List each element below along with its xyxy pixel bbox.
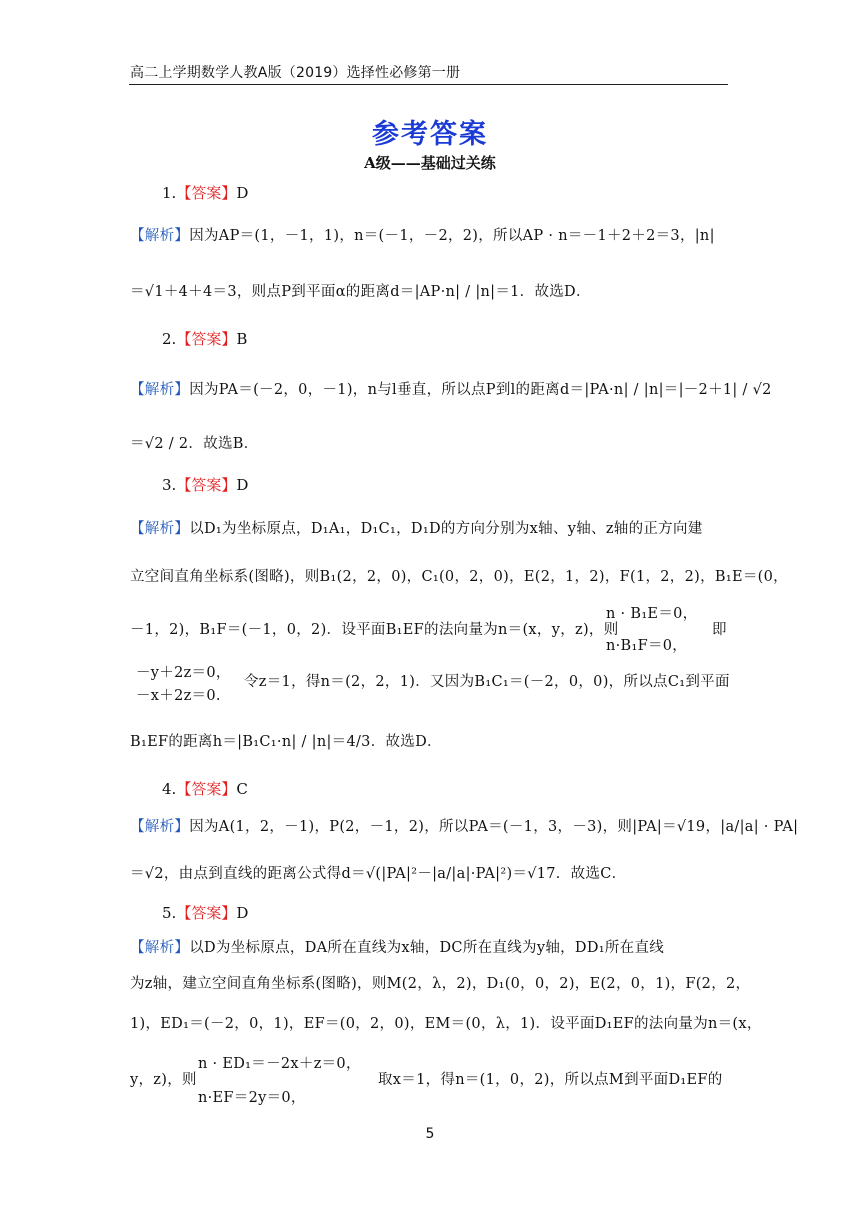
- system-equation-4: －x＋2z＝0.: [136, 688, 221, 704]
- answer-4: [162, 778, 248, 799]
- answer-tag: 【答案】: [176, 330, 237, 348]
- analysis-tag: 【解析】: [130, 521, 190, 537]
- analysis-3-connector: 即: [712, 622, 727, 638]
- answer-number: 5.: [162, 904, 177, 922]
- running-header: 高二上学期数学人教A版（2019）选择性必修第一册: [130, 65, 461, 81]
- analysis-5-line-4: y，z)，则: [130, 1072, 197, 1088]
- analysis-3-line-5: B₁EF的距离h＝|B₁C₁·n| / |n|＝4/3．故选D．: [130, 734, 442, 750]
- analysis-tag: 【解析】: [130, 940, 190, 956]
- system-equation-5: n · ED₁＝－2x＋z＝0，: [198, 1056, 361, 1072]
- answer-value: D: [236, 904, 249, 922]
- analysis-tag: 【解析】: [130, 228, 190, 244]
- answer-tag: 【答案】: [176, 184, 237, 202]
- answer-tag: 【答案】: [176, 904, 237, 922]
- analysis-4-line-2: ＝√2，由点到直线的距离公式得d＝√(|PA|²－|a/|a|·PA|²)＝√17．故选C．: [130, 866, 627, 882]
- analysis-text: 因为PA＝(－2，0，－1)，n与l垂直，所以点P到l的距离d＝|PA·n| / |n|＝|－2＋1| / √2: [189, 382, 772, 398]
- analysis-3-line-3: －1，2)，B₁F＝(－1，0，2)．设平面B₁EF的法向量为n＝(x，y，z)，则: [130, 622, 619, 638]
- answer-value: D: [236, 476, 249, 494]
- system-equation-6: n·EF＝2y＝0，: [198, 1090, 306, 1106]
- analysis-3-line-4: 令z＝1，得n＝(2，2，1)．又因为B₁C₁＝(－2，0，0)，所以点C₁到平面: [244, 674, 730, 690]
- answer-1: [162, 182, 248, 203]
- system-equation-2: n·B₁F＝0，: [606, 638, 688, 654]
- analysis-text: 因为AP＝(1，－1，1)，n＝(－1，－2，2)，所以AP · n＝－1＋2＋2＝3，|n|: [189, 228, 715, 244]
- answer-number: 4.: [162, 780, 177, 798]
- analysis-4-line-1: [130, 815, 798, 836]
- analysis-5-line-5: 取x＝1，得n＝(1，0，2)，所以点M到平面D₁EF的: [378, 1072, 723, 1088]
- answer-tag: 【答案】: [176, 476, 237, 494]
- analysis-text: 因为A(1，2，－1)，P(2，－1，2)，所以PA＝(－1，3，－3)，则|PA|＝√19，|a/|a| · PA|: [189, 819, 799, 835]
- analysis-5-line-2: 为z轴，建立空间直角坐标系(图略)，则M(2，λ，2)，D₁(0，0，2)，E(2，0，1)，F(2，2，: [130, 976, 751, 992]
- answer-number: 2.: [162, 330, 177, 348]
- answer-2: [162, 328, 247, 349]
- analysis-tag: 【解析】: [130, 819, 190, 835]
- answer-number: 3.: [162, 476, 177, 494]
- page-title: 参考答案: [372, 119, 488, 150]
- section-subtitle: A级——基础过关练: [364, 154, 496, 172]
- answer-number: 1.: [162, 184, 177, 202]
- page-number: 5: [425, 1126, 435, 1142]
- analysis-2-line-2: ＝√2 / 2．故选B．: [130, 436, 259, 452]
- analysis-5-line-1: [130, 936, 664, 957]
- answer-3: [162, 474, 248, 495]
- analysis-text: 以D为坐标原点，DA所在直线为x轴，DC所在直线为y轴，DD₁所在直线: [189, 940, 665, 956]
- analysis-1-line-1: [130, 224, 715, 245]
- system-equation-1: n · B₁E＝0，: [606, 606, 698, 622]
- answer-5: [162, 902, 248, 923]
- header-divider: [129, 84, 728, 85]
- system-equation-3: －y＋2z＝0，: [136, 665, 231, 681]
- analysis-3-line-1: [130, 517, 703, 538]
- answer-value: B: [236, 330, 248, 348]
- analysis-2-line-1: [130, 378, 772, 399]
- analysis-tag: 【解析】: [130, 382, 190, 398]
- answer-value: D: [236, 184, 249, 202]
- analysis-text: 以D₁为坐标原点，D₁A₁，D₁C₁，D₁D的方向分别为x轴、y轴、z轴的正方向建: [189, 521, 703, 537]
- analysis-3-line-2: 立空间直角坐标系(图略)，则B₁(2，2，0)，C₁(0，2，0)，E(2，1，2)，F(1，2，2)，B₁E＝(0，: [130, 569, 788, 585]
- analysis-5-line-3: 1)，ED₁＝(－2，0，1)，EF＝(0，2，0)，EM＝(0，λ，1)．设平面D₁EF的法向量为n＝(x，: [130, 1016, 762, 1032]
- analysis-1-line-2: ＝√1＋4＋4＝3，则点P到平面α的距离d＝|AP·n| / |n|＝1．故选D．: [130, 284, 591, 300]
- answer-value: C: [236, 780, 248, 798]
- answer-tag: 【答案】: [176, 780, 237, 798]
